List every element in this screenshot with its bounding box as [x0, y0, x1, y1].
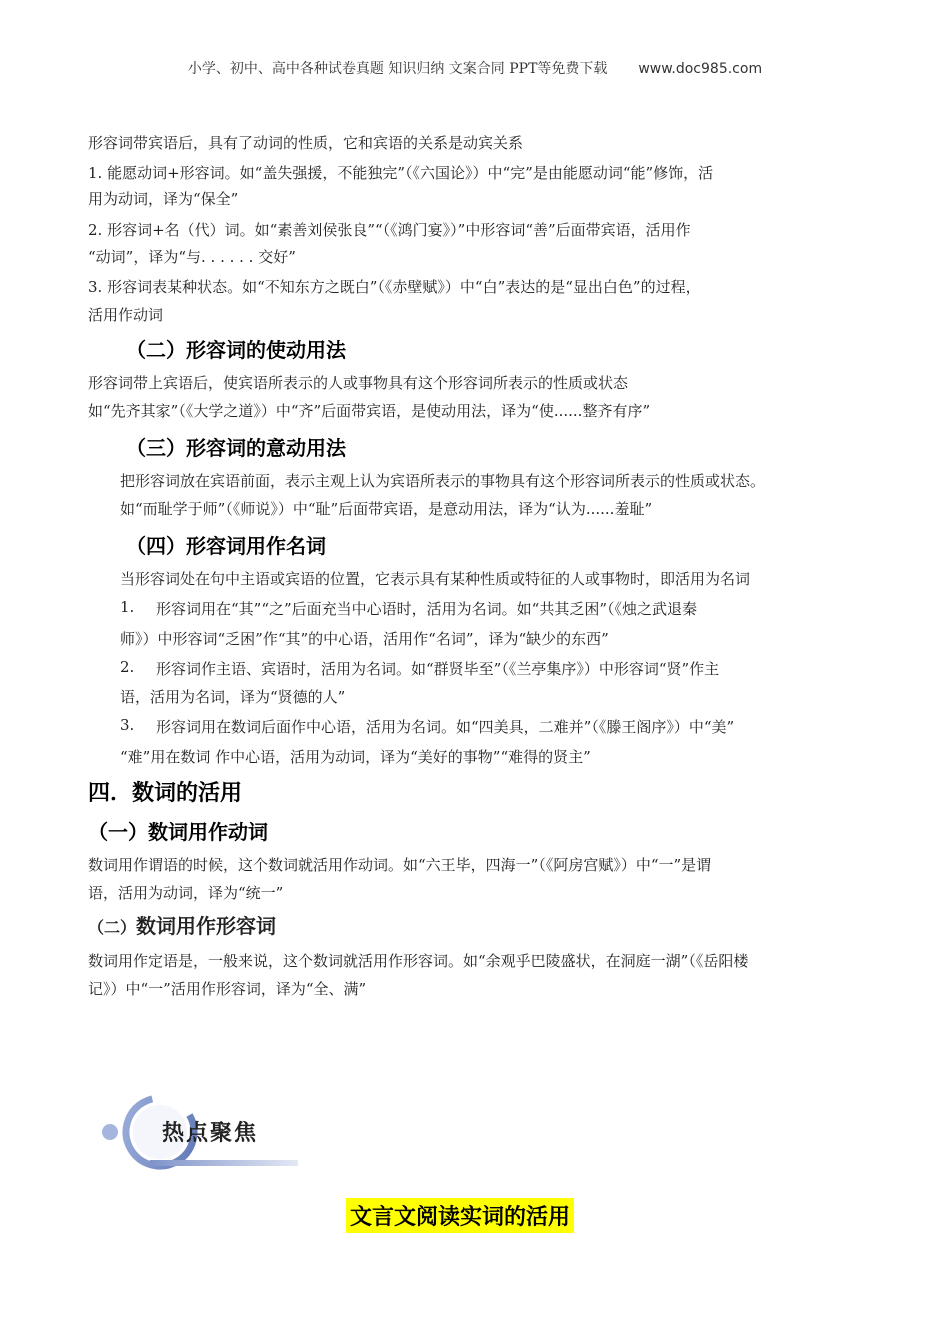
numerals-adj-heading-prefix: （二）	[88, 918, 137, 937]
as-noun-item-line: 形容词用在数词后面作中心语，活用为名词。如“四美具，二难并”（《滕王阁序》）中“美”	[156, 718, 735, 736]
as-noun-item-line: 形容词用在“其”“之”后面充当中心语时，活用为名词。如“共其乏困”（《烛之武退秦	[156, 600, 698, 618]
putative-line: 如“而耻学于师”（《师说》）中“耻”后面带宾语，是意动用法，译为“认为......羞耻”	[120, 500, 653, 518]
as-noun-item-line: 形容词作主语、宾语时，活用为名词。如“群贤毕至”（《兰亭集序》）中形容词“贤”作主	[156, 660, 720, 678]
putative-line: 把形容词放在宾语前面，表示主观上认为宾语所表示的事物具有这个形容词所表示的性质或状态。	[120, 472, 766, 490]
as-noun-intro: 当形容词处在句中主语或宾语的位置，它表示具有某种性质或特征的人或事物时，即活用为名词	[120, 570, 751, 588]
numerals-adj-heading	[88, 910, 276, 939]
adj-verb-line: 3. 形容词表某种状态。如“不知东方之既白”（《赤壁赋》）中“白”表达的是“显出白色”的过程，	[88, 278, 701, 296]
numerals-adj-line: 记》）中“一”活用作形容词，译为“全、满”	[88, 980, 367, 998]
adj-verb-line: 用为动词，译为“保全”	[88, 190, 239, 208]
numerals-verb-line: 语，活用为动词，译为“统一”	[88, 884, 284, 902]
adj-verb-intro: 形容词带宾语后，具有了动词的性质，它和宾语的关系是动宾关系	[88, 134, 524, 152]
putative-heading: （三）形容词的意动用法	[126, 436, 346, 460]
causative-line: 如“先齐其家”（《大学之道》）中“齐”后面带宾语，是使动用法，译为“使......整齐有序”	[88, 402, 651, 420]
as-noun-item-line: 师》）中形容词“乏困”作“其”的中心语，活用作“名词”，译为“缺少的东西”	[120, 630, 609, 648]
adj-verb-line: 2. 形容词+名（代）词。如“素善刘侯张良”“（《鸿门宴》）”中形容词“善”后面带宾语，活用作	[88, 221, 691, 239]
numerals-verb-line: 数词用作谓语的时候，这个数词就活用作动词。如“六王毕，四海一”（《阿房宫赋》）中“一”是谓	[88, 856, 712, 874]
adj-verb-line: 1. 能愿动词+形容词。如“盖失强援，不能独完”（《六国论》）中“完”是由能愿动词“能”修饰，活	[88, 164, 714, 182]
as-noun-heading: （四）形容词用作名词	[126, 534, 326, 558]
as-noun-item-line: 语，活用为名词，译为“贤德的人”	[120, 688, 346, 706]
numerals-heading: 四．数词的活用	[88, 781, 243, 806]
as-noun-item-number: 3.	[120, 716, 135, 734]
adj-verb-line: 活用作动词	[88, 306, 164, 324]
header-url[interactable]: www.doc985.com	[638, 61, 763, 77]
final-section-title: 文言文阅读实词的活用	[346, 1198, 574, 1233]
as-noun-item-line: “难”用在数词 作中心语，活用为动词，译为“美好的事物”“难得的贤主”	[120, 748, 591, 766]
page-header	[0, 58, 950, 78]
adj-verb-line: “动词”，译为“与. . . . . . 交好”	[88, 248, 296, 266]
as-noun-item-number: 1.	[120, 598, 135, 616]
header-text: 小学、初中、高中各种试卷真题 知识归纳 文案合同 PPT等免费下载	[187, 61, 608, 77]
numerals-adj-heading-text: 数词用作形容词	[136, 914, 277, 938]
hot-focus-badge	[100, 1092, 300, 1172]
causative-line: 形容词带上宾语后，使宾语所表示的人或事物具有这个形容词所表示的性质或状态	[88, 374, 629, 392]
causative-heading: （二）形容词的使动用法	[126, 338, 346, 362]
numerals-adj-line: 数词用作定语是，一般来说，这个数词就活用作形容词。如“余观乎巴陵盛状，在洞庭一湖”（《岳阳楼	[88, 952, 749, 970]
numerals-verb-heading: （一）数词用作动词	[88, 820, 268, 844]
as-noun-item-number: 2.	[120, 658, 135, 676]
hot-focus-title: 热点聚焦	[162, 1121, 259, 1146]
